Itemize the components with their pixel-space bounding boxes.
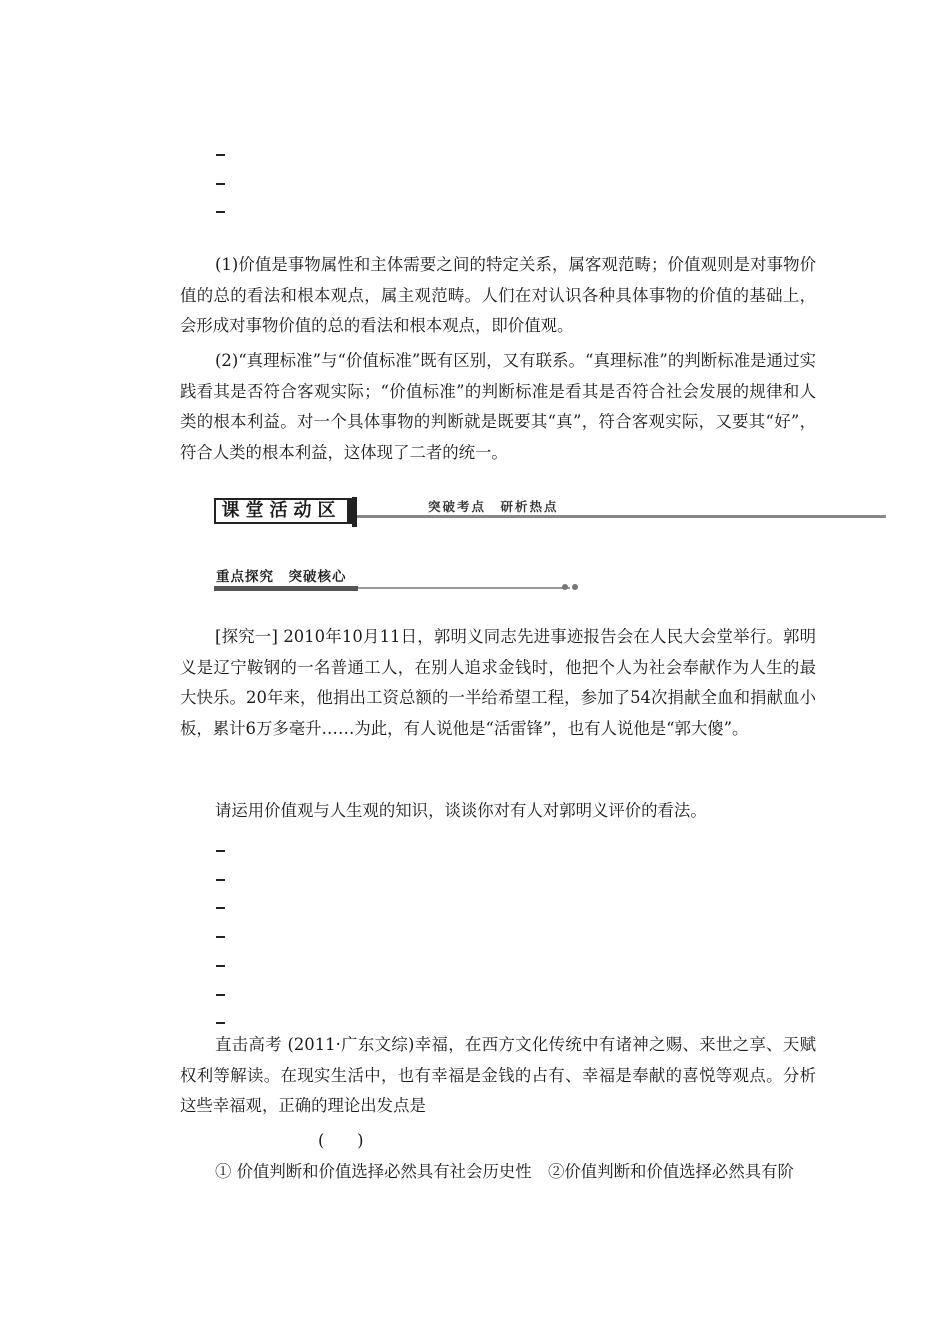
- blank-line: [216, 850, 225, 852]
- sub-banner-bar: [214, 586, 358, 591]
- dot-icon: [572, 584, 578, 590]
- answer-bracket: ( ): [318, 1131, 364, 1150]
- sub-section-title: 重点探究 突破核心: [216, 569, 347, 585]
- inquiry-paragraph: [探究一] 2010年10月11日，郭明义同志先进事迹报告会在人民大会堂举行。郭明义是辽宁鞍钢的一名普通工人，在别人追求金钱时，他把个人为社会奉献作为人生的最大快乐。20年来，他捐出工资总额的一半给希望工程，参加了54次捐献全血和捐献血小板，累计6万多毫升……为此，有人说他是“活雷锋”，也有人说他是“郭大傻”。: [180, 627, 816, 738]
- blank-line: [216, 211, 225, 213]
- dot-icon: [562, 584, 568, 590]
- blank-line: [216, 936, 225, 938]
- answer-paragraph-1: (1)价值是事物属性和主体需要之间的特定关系，属客观范畴；价值观则是对事物价值的总的看法和根本观点，属主观范畴。人们在对认识各种具体事物的价值的基础上，会形成对事物价值的总的看法和根本观点，即价值观。: [180, 255, 816, 335]
- blank-line: [216, 879, 225, 881]
- exam-options: ① 价值判断和价值选择必然具有社会历史性 ②价值判断和价值选择必然具有阶: [215, 1162, 794, 1181]
- answer-paragraph-2: (2)“真理标准”与“价值标准”既有区别，又有联系。“真理标准”的判断标准是通过实践看其是否符合客观实际；“价值标准”的判断标准是看其是否符合社会发展的规律和人类的根本利益。对一个具体事物的判断就是既要其“真”，符合客观实际，又要其“好”，符合人类的根本利益，这体现了二者的统一。: [180, 351, 816, 462]
- exam-question: 直击高考 (2011·广东文综)幸福，在西方文化传统中有诸神之赐、来世之享、天赋权利等解读。在现实生活中，也有幸福是金钱的占有、幸福是奉献的喜悦等观点。分析这些幸福观，正确的理论出发点是: [180, 1035, 816, 1115]
- section-banner-subtitle: 突破考点 研析热点: [428, 499, 559, 514]
- section-banner-title: 课堂活动区: [214, 498, 352, 524]
- blank-line: [216, 154, 225, 156]
- blank-line: [216, 907, 225, 909]
- blank-line: [216, 183, 225, 185]
- sub-section-banner: [214, 563, 584, 597]
- blank-line: [216, 994, 225, 996]
- inquiry-question: 请运用价值观与人生观的知识，谈谈你对有人对郭明义评价的看法。: [215, 801, 707, 820]
- blank-line: [216, 965, 225, 967]
- section-banner: [214, 493, 886, 533]
- sub-banner-rule: [358, 587, 570, 589]
- blank-line: [216, 1022, 225, 1024]
- banner-bar-divider: [352, 497, 357, 527]
- banner-rule: [357, 515, 886, 518]
